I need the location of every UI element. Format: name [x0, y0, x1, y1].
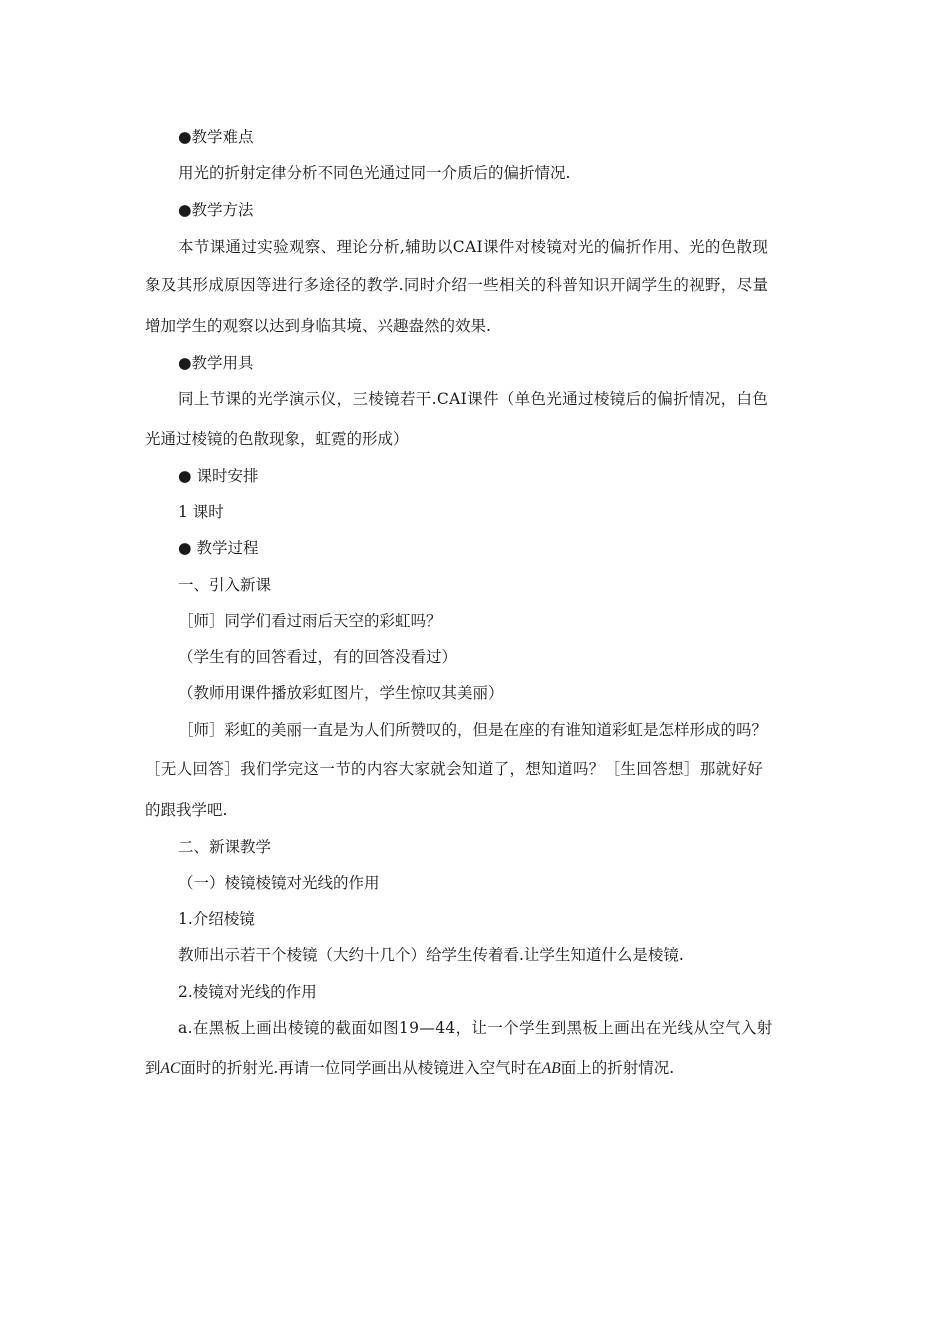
item-heading: 1.介绍棱镜	[178, 910, 255, 928]
item-heading: 2.棱镜对光线的作用	[178, 983, 317, 1001]
paragraph-line: a.在黑板上画出棱镜的截面如图19—44，让一个学生到黑板上画出在光线从空气入射	[178, 1019, 773, 1037]
heading-teaching-tools: ●教学用具	[178, 354, 254, 372]
dialogue-line: 的跟我学吧.	[145, 801, 228, 819]
paragraph: 教师出示若干个棱镜（大约十几个）给学生传着看.让学生知道什么是棱镜.	[178, 946, 684, 964]
dialogue-line: ［师］彩虹的美丽一直是为人们所赞叹的，但是在座的有谁知道彩虹是怎样形成的吗？	[178, 721, 768, 739]
paragraph-line: 光通过棱镜的色散现象，虹霓的形成）	[145, 430, 409, 448]
heading-class-hours: ● 课时安排	[178, 467, 259, 485]
paragraph: 1 课时	[178, 503, 224, 521]
dialogue-line: ［师］同学们看过雨后天空的彩虹吗？	[178, 612, 442, 630]
text-span: 面时的折射光.再请一位同学画出从棱镜进入空气时在	[180, 1059, 542, 1077]
section-heading: 二、新课教学	[178, 838, 272, 856]
paragraph-line: 同上节课的光学演示仪，三棱镜若干.CAI课件（单色光通过棱镜后的偏折情况，白色	[178, 390, 769, 408]
paragraph: 用光的折射定律分析不同色光通过同一介质后的偏折情况.	[178, 164, 571, 182]
italic-label-ab: AB	[541, 1060, 561, 1077]
paragraph-line: 增加学生的观察以达到身临其境、兴趣盎然的效果.	[145, 317, 491, 335]
paragraph-line: 象及其形成原因等进行多途径的教学.同时介绍一些相关的科普知识开阔学生的视野，尽量	[145, 276, 769, 294]
paragraph-line	[145, 1058, 674, 1079]
dialogue-line: （教师用课件播放彩虹图片，学生惊叹其美丽）	[178, 684, 504, 702]
subsection-heading: （一）棱镜棱镜对光线的作用	[178, 874, 380, 892]
italic-label-ac: AC	[160, 1060, 181, 1077]
text-span: 面上的折射情况.	[560, 1059, 675, 1077]
text-span: 到	[145, 1059, 161, 1077]
heading-teaching-difficulty: ●教学难点	[178, 128, 254, 146]
heading-teaching-method: ●教学方法	[178, 201, 254, 219]
section-heading: 一、引入新课	[178, 576, 272, 594]
dialogue-line: ［无人回答］我们学完这一节的内容大家就会知道了，想知道吗？［生回答想］那就好好	[145, 760, 764, 778]
paragraph-line: 本节课通过实验观察、理论分析,辅助以CAI课件对棱镜对光的偏折作用、光的色散现	[178, 238, 769, 256]
heading-teaching-process: ● 教学过程	[178, 539, 259, 557]
dialogue-line: （学生有的回答看过，有的回答没看过）	[178, 648, 458, 666]
